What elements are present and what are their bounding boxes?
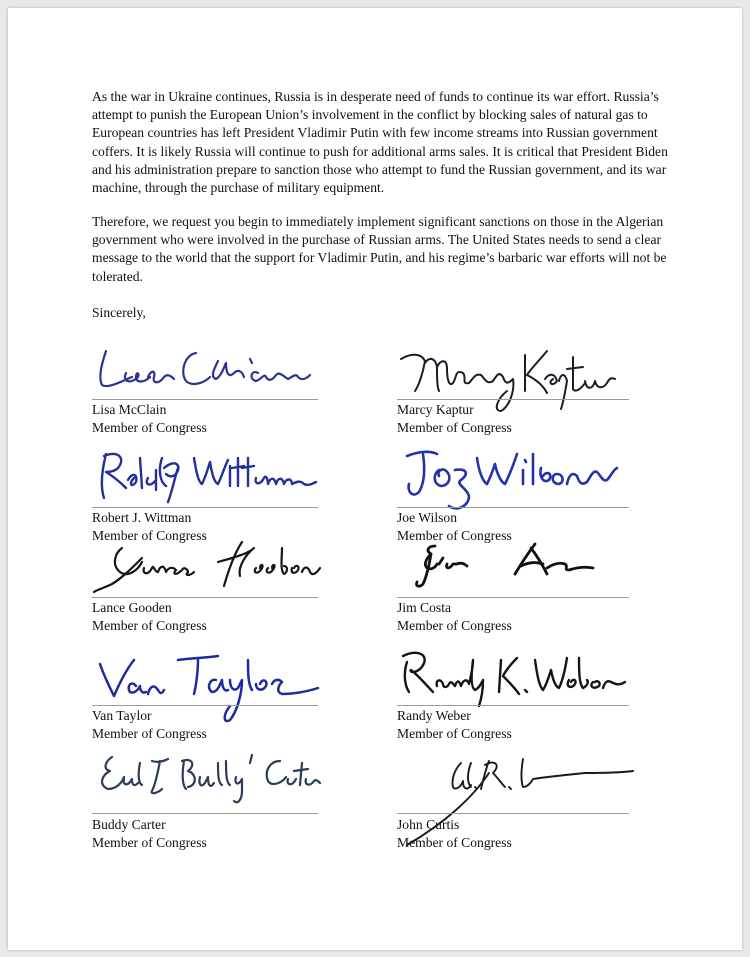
signature-stroke — [499, 658, 625, 694]
signature-stroke — [182, 755, 320, 802]
signatory-title: Member of Congress — [92, 420, 207, 435]
signature-stroke — [183, 353, 310, 384]
signatory-title: Member of Congress — [397, 726, 512, 741]
signatory-name: Jim Costa — [397, 600, 452, 615]
signatory-title: Member of Congress — [92, 618, 207, 633]
signature-line — [92, 597, 318, 598]
signature-block — [397, 528, 627, 643]
signature-block — [92, 528, 322, 643]
signatory-name: Robert J. Wittman — [92, 510, 192, 525]
signature-line — [92, 399, 318, 400]
signatory-name: Randy Weber — [397, 708, 471, 723]
signature-line — [92, 705, 318, 706]
signature-stroke — [102, 454, 179, 502]
signature-stroke — [515, 544, 593, 574]
signature-block — [397, 636, 627, 751]
signature-line — [92, 813, 318, 814]
signature-jim-costa — [397, 528, 627, 598]
signatory-name: Lance Gooden — [92, 600, 172, 615]
signature-buddy-carter — [92, 743, 322, 813]
signatory-title: Member of Congress — [92, 835, 207, 850]
signature-line — [397, 507, 629, 508]
signature-stroke — [218, 542, 320, 586]
signature-stroke — [194, 458, 316, 486]
signature-robert-wittman — [92, 440, 322, 510]
signatory-title: Member of Congress — [397, 528, 512, 543]
signature-block — [397, 743, 627, 858]
letter-page — [8, 8, 742, 950]
signature-randy-weber — [397, 636, 627, 706]
letter-paragraph-1: As the war in Ukraine continues, Russia is in desperate need of funds to continue its war effort. Russia’s attempt to punish the European Union’s involvement in the conflict by blocking sales of natural gas to European countries has left President Vladimir Putin with few income streams into Russian government coffers. It is likely Russia will continue to push for additional arms sales. It is critical that President Biden and his administration prepare to sanction those who attempt to fund the Russian government, and its war machine, through the purchase of military equipment. — [92, 89, 668, 196]
signature-stroke — [102, 757, 168, 793]
signature-line — [92, 507, 318, 508]
signature-stroke — [94, 548, 194, 592]
signature-stroke — [477, 454, 617, 484]
signatory-title: Member of Congress — [397, 835, 512, 850]
signature-stroke — [403, 653, 483, 706]
signatory-name: Buddy Carter — [92, 817, 166, 832]
letter-closing: Sincerely, — [92, 305, 146, 320]
signatory-title: Member of Congress — [397, 420, 512, 435]
signature-stroke — [178, 656, 318, 721]
signature-line — [397, 399, 629, 400]
signature-stroke — [407, 452, 469, 509]
signatory-name: Marcy Kaptur — [397, 402, 474, 417]
letter-paragraph-2: Therefore, we request you begin to immediately implement significant sanctions on those in the Algerian government who were involved in the purchase of Russian arms. The United States needs to send a clear message to the world that the support for Vladimir Putin, and his regime’s barbaric war efforts will not be tolerated. — [92, 214, 667, 284]
signatory-title: Member of Congress — [92, 726, 207, 741]
signature-joe-wilson — [397, 440, 627, 520]
signature-block — [397, 333, 627, 448]
signatory-name: Lisa McClain — [92, 402, 167, 417]
signature-line — [397, 813, 629, 814]
signatory-name: Van Taylor — [92, 708, 152, 723]
signature-block — [92, 636, 322, 751]
signature-stroke — [525, 351, 615, 409]
signature-stroke — [100, 351, 174, 386]
signatory-name: Joe Wilson — [397, 510, 457, 525]
signature-stroke — [100, 660, 164, 696]
signatory-name: John Curtis — [397, 817, 460, 832]
signature-line — [397, 705, 629, 706]
signatory-title: Member of Congress — [397, 618, 512, 633]
signature-line — [397, 597, 629, 598]
signature-block — [92, 743, 322, 858]
signature-block — [92, 333, 322, 448]
signature-lisa-mcclain — [92, 333, 322, 403]
signature-lance-gooden — [92, 528, 322, 598]
signature-stroke — [416, 546, 467, 586]
signatory-title: Member of Congress — [92, 528, 207, 543]
